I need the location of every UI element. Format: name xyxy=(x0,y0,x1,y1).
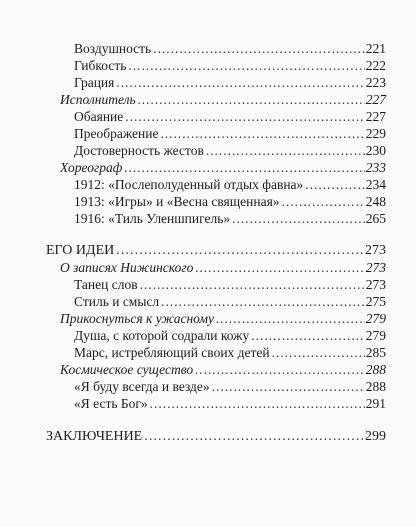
toc-entry-title: Марс, истребляющий своих детей xyxy=(74,345,270,360)
toc-subsection[interactable] xyxy=(60,310,386,327)
dot-leader xyxy=(206,142,365,159)
toc-subsection[interactable] xyxy=(60,91,386,108)
toc-entry-page: 288 xyxy=(365,362,386,377)
dot-leader xyxy=(195,259,364,276)
toc-entry-page: 279 xyxy=(365,311,386,326)
toc-entry[interactable] xyxy=(74,40,386,57)
toc-entry-page: 229 xyxy=(365,126,386,141)
toc-entry-page: 291 xyxy=(365,396,386,411)
dot-leader xyxy=(251,327,364,344)
toc-entry-page: 234 xyxy=(365,177,386,192)
toc-entry-page: 265 xyxy=(365,211,386,226)
toc-entry-title: Космическое существо xyxy=(60,362,194,377)
toc-entry-page: 279 xyxy=(365,328,386,343)
toc-entry[interactable] xyxy=(74,57,386,74)
toc-entry-title: Гибкость xyxy=(74,58,127,73)
toc-entry-title: 1913: «Игры» и «Весна священная» xyxy=(74,194,280,209)
dot-leader xyxy=(161,293,365,310)
toc-entry[interactable] xyxy=(74,210,386,227)
toc-entry[interactable] xyxy=(74,176,386,193)
toc-entry-page: 288 xyxy=(365,379,386,394)
toc-entry-title: Преображение xyxy=(74,126,159,141)
toc-entry-page: 273 xyxy=(365,260,386,275)
toc-entry-page: 273 xyxy=(365,243,386,258)
toc-entry[interactable] xyxy=(74,125,386,142)
toc-entry[interactable] xyxy=(74,74,386,91)
toc-entry-page: 223 xyxy=(365,75,386,90)
toc-entry-page: 227 xyxy=(365,92,386,107)
toc-entry[interactable] xyxy=(74,378,386,395)
toc-entry-page: 273 xyxy=(365,277,386,292)
dot-leader xyxy=(150,395,365,412)
toc-entry[interactable] xyxy=(74,193,386,210)
toc-entry-title: ЗАКЛЮЧЕНИЕ xyxy=(46,429,143,444)
toc-entry-page: 227 xyxy=(365,109,386,124)
toc-entry-page: 275 xyxy=(365,294,386,309)
toc-entry[interactable] xyxy=(74,293,386,310)
toc-subsection[interactable] xyxy=(60,159,386,176)
dot-leader xyxy=(195,361,365,378)
dot-leader xyxy=(212,378,365,395)
toc-entry-title: Обаяние xyxy=(74,109,124,124)
toc-entry[interactable] xyxy=(74,276,386,293)
dot-leader xyxy=(138,91,365,108)
dot-leader xyxy=(128,57,364,74)
dot-leader xyxy=(153,40,365,57)
toc-subsection[interactable] xyxy=(60,361,386,378)
toc-entry-title: О записях Нижинского xyxy=(60,260,194,275)
toc-entry[interactable] xyxy=(74,108,386,125)
toc-entry[interactable] xyxy=(74,344,386,361)
toc-entry-title: 1916: «Тиль Уленшпигель» xyxy=(74,211,231,226)
dot-leader xyxy=(125,108,364,125)
dot-leader xyxy=(116,74,364,91)
toc-entry-title: Достоверность жестов xyxy=(74,143,204,158)
dot-leader xyxy=(216,310,365,327)
toc-chapter[interactable] xyxy=(46,428,386,445)
toc-entry-page: 285 xyxy=(365,345,386,360)
dot-leader xyxy=(116,242,364,259)
toc-entry[interactable] xyxy=(74,142,386,159)
dot-leader xyxy=(140,276,365,293)
dot-leader xyxy=(272,344,365,361)
toc-entry[interactable] xyxy=(74,395,386,412)
toc-entry-title: «Я буду всегда и везде» xyxy=(74,379,210,394)
dot-leader xyxy=(160,125,364,142)
toc-entry-title: Исполнитель xyxy=(60,92,136,107)
toc-entry-title: Танец слов xyxy=(74,277,138,292)
toc-entry-title: Душа, с которой содрали кожу xyxy=(74,328,250,343)
toc-entry-title: Воздушность xyxy=(74,41,152,56)
dot-leader xyxy=(305,176,364,193)
toc-subsection[interactable] xyxy=(60,259,386,276)
toc-entry-title: Грация xyxy=(74,75,115,90)
toc-entry-title: Стиль и смысл xyxy=(74,294,160,309)
toc-entry-page: 299 xyxy=(365,429,386,444)
dot-leader xyxy=(282,193,365,210)
toc-entry-title: ЕГО ИДЕИ xyxy=(46,243,115,258)
toc-entry[interactable] xyxy=(74,327,386,344)
dot-leader xyxy=(144,428,364,445)
toc-entry-title: «Я есть Бог» xyxy=(74,396,148,411)
toc-entry-page: 230 xyxy=(365,143,386,158)
toc-entry-title: 1912: «Послеполуденный отдых фавна» xyxy=(74,177,304,192)
dot-leader xyxy=(124,159,364,176)
toc-entry-title: Прикоснуться к ужасному xyxy=(60,311,215,326)
dot-leader xyxy=(232,210,365,227)
toc-entry-title: Хореограф xyxy=(60,160,123,175)
toc-chapter[interactable] xyxy=(46,242,386,259)
toc-entry-page: 233 xyxy=(365,160,386,175)
toc-entry-page: 221 xyxy=(365,41,386,56)
toc-entry-page: 248 xyxy=(365,194,386,209)
toc-entry-page: 222 xyxy=(365,58,386,73)
